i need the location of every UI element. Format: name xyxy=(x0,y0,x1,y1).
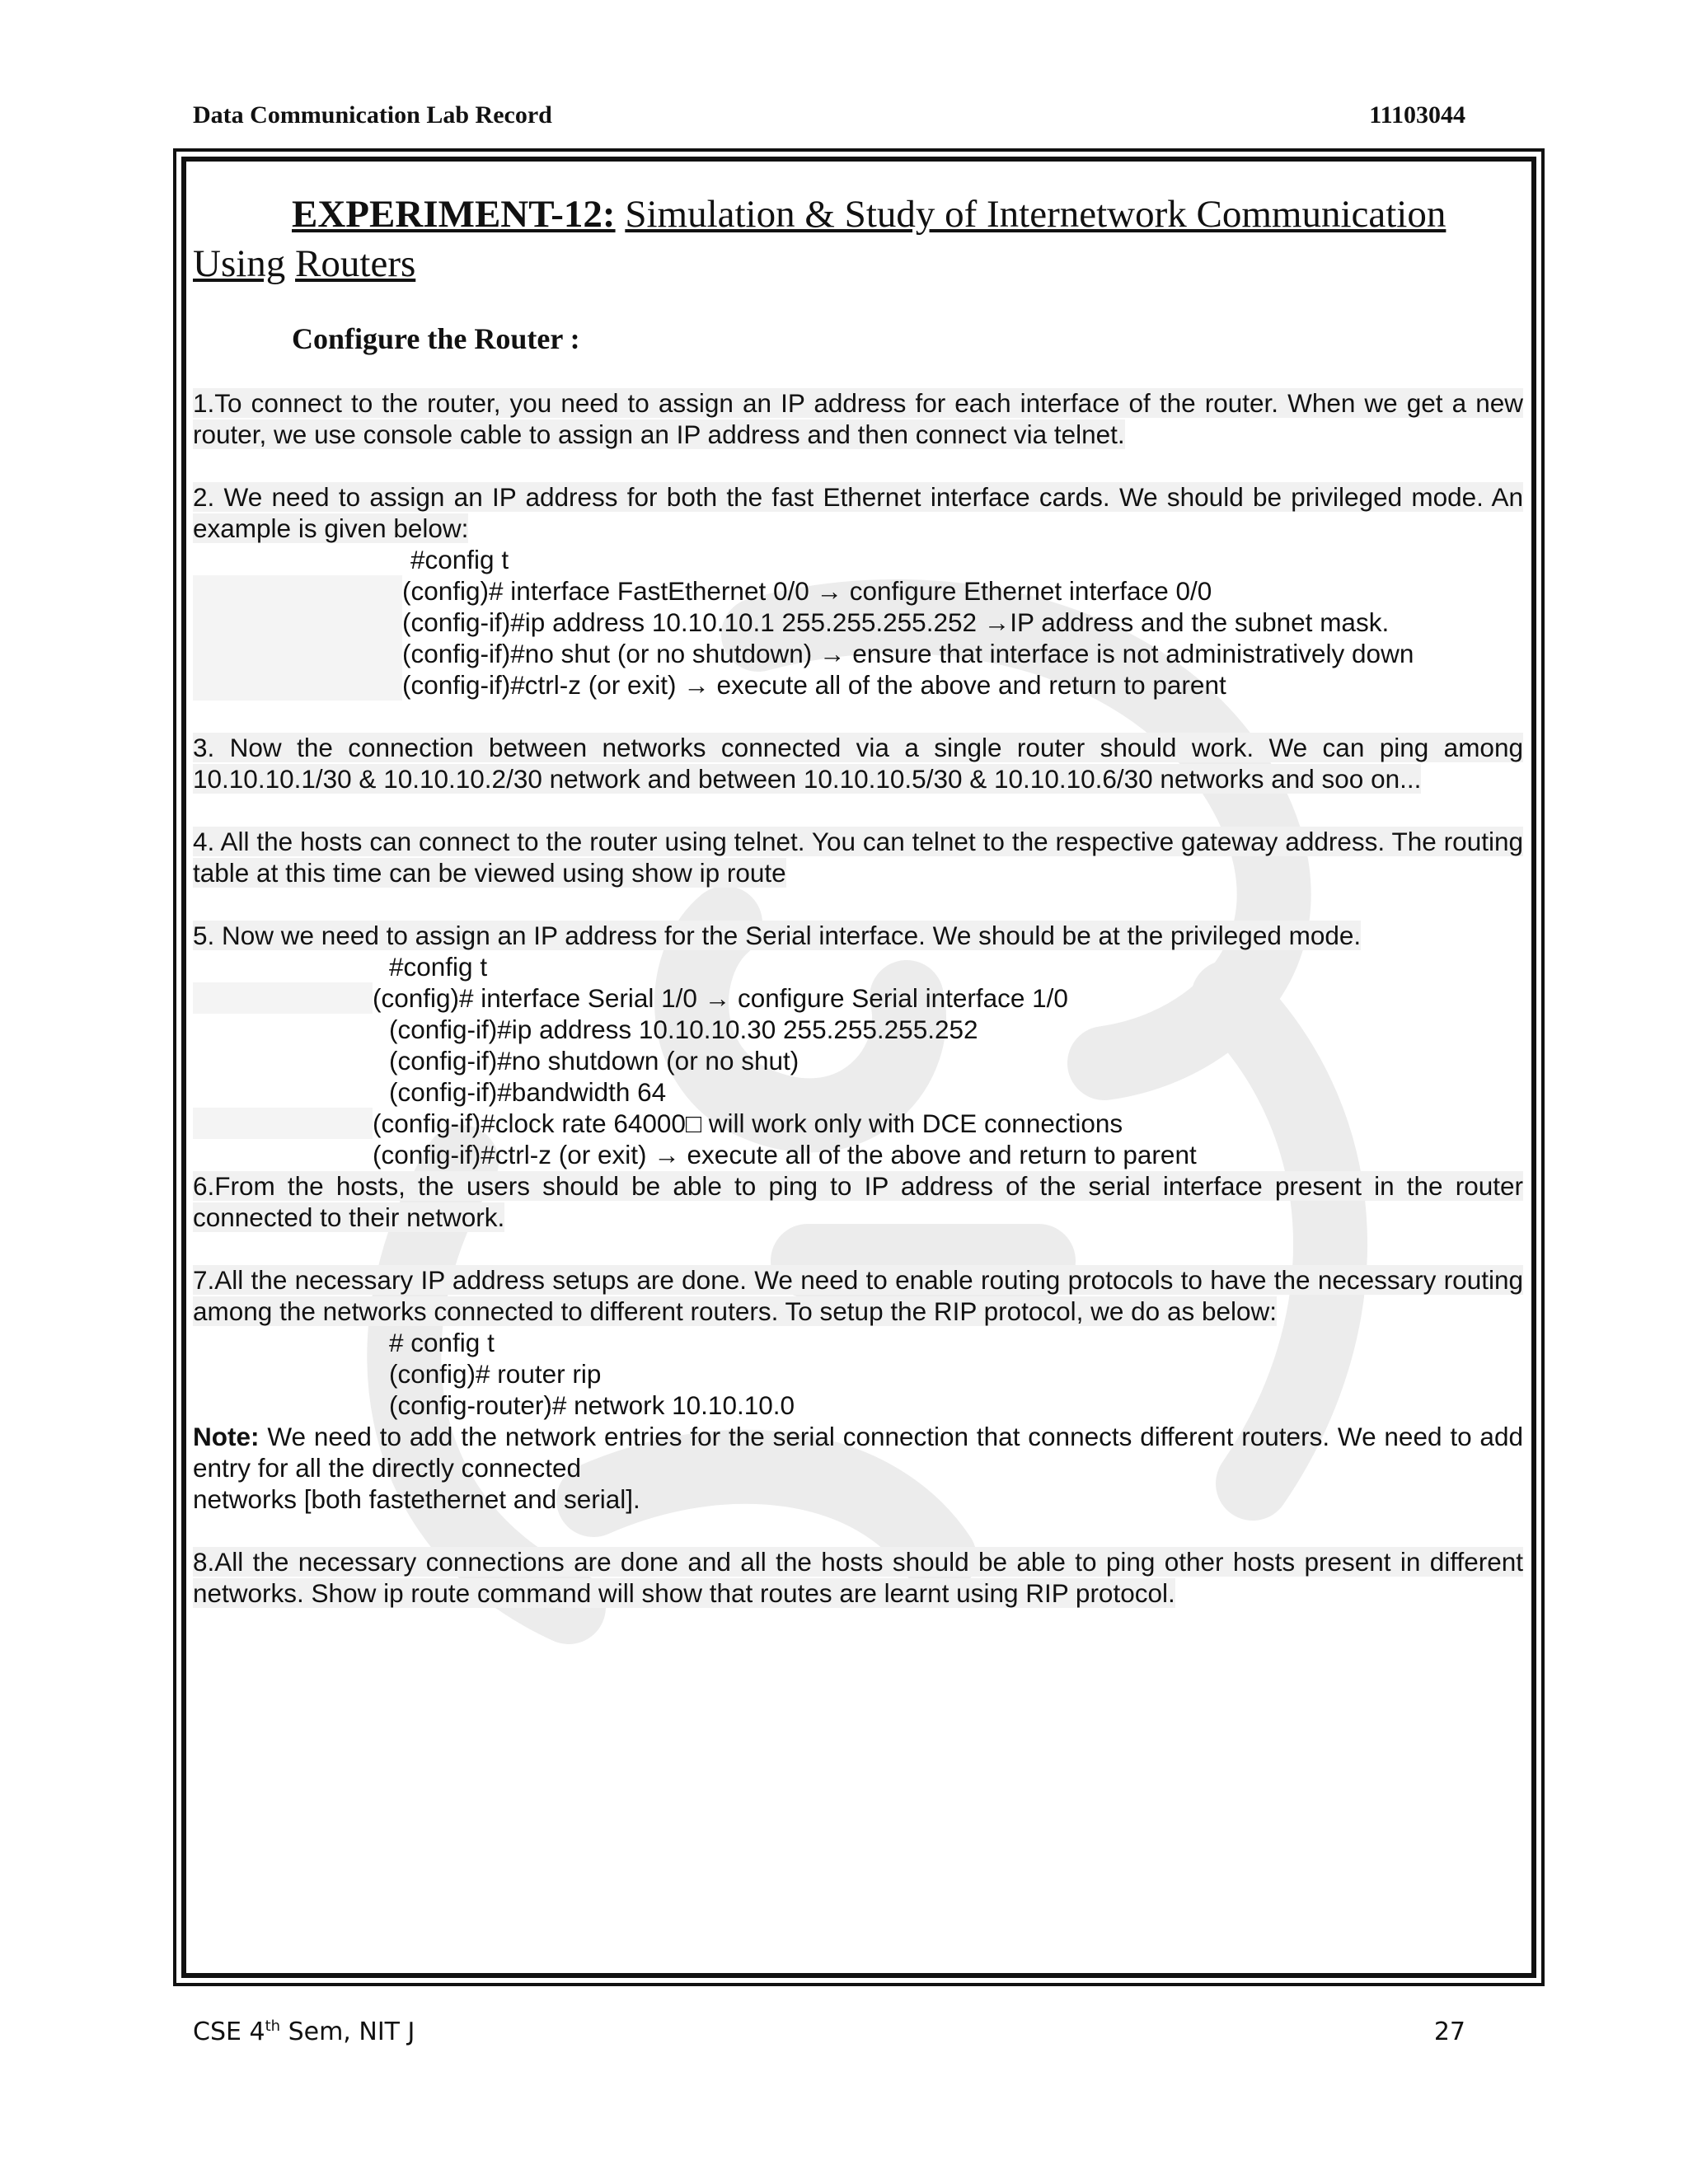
code-line: (config-if)#no shut (or no shutdown) → ensure that interface is not administratively down xyxy=(193,638,1523,669)
code-line: (config-router)# network 10.10.10.0 xyxy=(389,1390,795,1420)
note-label: Note: xyxy=(193,1422,260,1451)
code-line: (config-if)#ctrl-z (or exit) → execute all of the above and return to parent xyxy=(373,1140,1197,1169)
experiment-title-using: Using xyxy=(193,242,286,285)
code-line: (config)# interface FastEthernet 0/0 → configure Ethernet interface 0/0 xyxy=(193,575,1523,607)
step-7: 7.All the necessary IP address setups are done. We need to enable routing protocols to have the necessary routing among the networks connected to different routers. To setup the RIP protocol, we do as below: xyxy=(193,1265,1523,1326)
step-8: 8.All the necessary connections are done and all the hosts should be able to ping other hosts present in different networks. Show ip route command will show that routes are learnt using RIP protocol. xyxy=(193,1547,1523,1608)
code-line: (config-if)#no shutdown (or no shut) xyxy=(389,1046,799,1076)
section-heading: Configure the Router : xyxy=(292,322,580,355)
header-roll-number: 11103044 xyxy=(1369,101,1465,129)
note-text: We need to add the network entries for the serial connection that connects different routers. We need to add entry for all the directly connected xyxy=(193,1422,1523,1483)
page-footer xyxy=(193,2011,1465,2052)
code-line: (config-if)#clock rate 64000□ will work only with DCE connections xyxy=(193,1108,1523,1139)
page-content xyxy=(193,190,1523,1609)
note-continued: networks [both fastethernet and serial]. xyxy=(193,1484,640,1514)
page-header xyxy=(193,99,1465,132)
code-line: (config)# interface Serial 1/0 → configure Serial interface 1/0 xyxy=(193,982,1523,1014)
code-line: # config t xyxy=(389,1328,495,1357)
experiment-title-routers: Routers xyxy=(295,242,416,285)
code-line: (config-if)#ip address 10.10.10.30 255.255.255.252 xyxy=(389,1015,978,1044)
header-course-title: Data Communication Lab Record xyxy=(193,101,552,129)
page-number: 27 xyxy=(1433,2017,1465,2046)
step-6: 6.From the hosts, the users should be able to ping to IP address of the serial interface present in the router connected to their network. xyxy=(193,1171,1523,1232)
step-2: 2. We need to assign an IP address for both the fast Ethernet interface cards. We should be privileged mode. An example is given below: xyxy=(193,482,1523,543)
code-line: (config-if)#ctrl-z (or exit) → execute all of the above and return to parent xyxy=(193,669,1523,701)
note xyxy=(193,1421,1523,1483)
code-line: #config t xyxy=(389,952,488,982)
step-1: 1.To connect to the router, you need to assign an IP address for each interface of the router. When we get a new router, we use console cable to assign an IP address and then connect via telnet. xyxy=(193,388,1523,449)
footer-course: CSE 4th Sem, NIT J xyxy=(193,2017,415,2046)
experiment-title-line1: Simulation & Study of Internetwork Communication xyxy=(625,193,1447,236)
code-line: (config-if)#ip address 10.10.10.1 255.255.255.252 →IP address and the subnet mask. xyxy=(193,607,1523,638)
experiment-label: EXPERIMENT-12: xyxy=(292,193,616,236)
step-3: 3. Now the connection between networks connected via a single router should work. We can ping among 10.10.10.1/30 & 10.10.10.2/30 network and between 10.10.10.5/30 & 10.10.10.6/30 networks and soo on... xyxy=(193,733,1523,794)
code-line: (config-if)#bandwidth 64 xyxy=(389,1077,667,1107)
code-line: #config t xyxy=(410,545,509,574)
step-4: 4. All the hosts can connect to the router using telnet. You can telnet to the respective gateway address. The routing table at this time can be viewed using show ip route xyxy=(193,827,1523,888)
step-5: 5. Now we need to assign an IP address for the Serial interface. We should be at the privileged mode. xyxy=(193,921,1362,950)
experiment-title xyxy=(193,190,1523,288)
code-line: (config)# router rip xyxy=(389,1359,602,1389)
